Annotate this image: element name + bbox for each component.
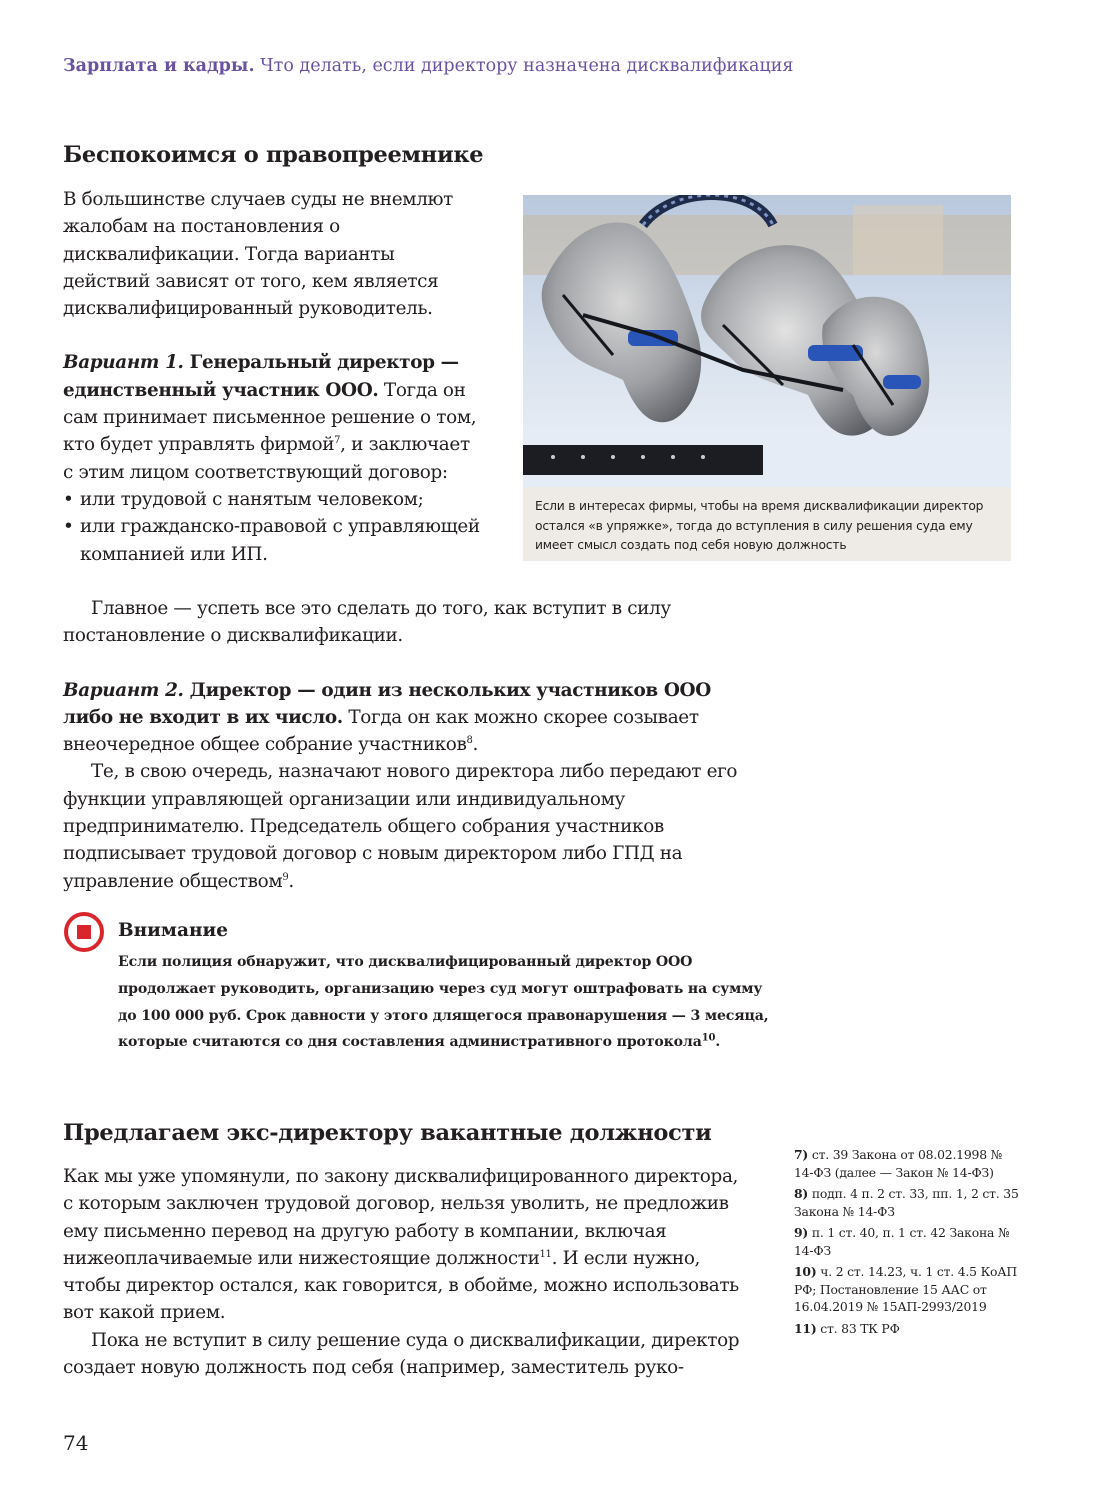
variant2-label: Вариант 2. bbox=[63, 679, 184, 701]
variant2-text-a: Тогда он как можно скорее созывает внеочередное общее собрание участников bbox=[63, 706, 699, 756]
section2-para1-b: . И если нужно, чтобы директор остался, как говорится, в обойме, можно использовать вот какой прием. bbox=[63, 1247, 739, 1324]
variant1-paragraph bbox=[63, 349, 483, 485]
list-item: • или трудовой с нанятым человеком; bbox=[63, 486, 483, 513]
photo-caption: Если в интересах фирмы, чтобы на время дисквалификации директор остался «в упряжке», тогда до вступления в силу решения суда ему имеет смысл создать под себя новую должность bbox=[535, 499, 984, 552]
header-title: Что делать, если директору назначена дисквалификация bbox=[260, 56, 794, 76]
intro-paragraph: В большинстве случаев суды не внемлют жалобам на постановления о дисквалификации. Тогда варианты действий зависят от того, кем является дисквалифицированный руководитель. bbox=[63, 189, 454, 320]
footnotes bbox=[794, 1146, 1024, 1341]
stop-icon bbox=[63, 911, 105, 953]
variant1-text-a: Тогда он сам принимает письменное решение о том, кто будет управлять фирмой bbox=[63, 379, 477, 456]
column-wide bbox=[63, 595, 742, 895]
section2-paragraph-2: Пока не вступит в силу решение суда о дисквалификации, директор создает новую должность под себя (например, заместитель руко- bbox=[63, 1329, 740, 1379]
main-paragraph: Главное — успеть все это сделать до того, как вступит в силу постановление о дисквалификации. bbox=[63, 598, 671, 647]
footnote-ref-7[interactable]: 7 bbox=[334, 435, 341, 447]
footnote-ref-11[interactable]: 11 bbox=[539, 1248, 552, 1260]
variant2-text-c: . bbox=[288, 870, 294, 892]
footnote-ref-8[interactable]: 8 bbox=[466, 735, 473, 747]
variant2-paragraph-2 bbox=[63, 758, 742, 894]
variant1-text-b: , и заключает с этим лицом соответствующий договор: bbox=[63, 434, 470, 483]
warning-text bbox=[118, 949, 778, 1056]
variant2-text-b: . bbox=[472, 734, 478, 756]
photo-figure bbox=[523, 195, 1011, 561]
section-heading-vacancies: Предлагаем экс-директору вакантные должности bbox=[63, 1120, 712, 1146]
footnote-item: 10) ч. 2 ст. 14.23, ч. 1 ст. 4.5 КоАП РФ; Постановление 15 ААС от 16.04.2019 № 15АП-2993/2019 bbox=[794, 1264, 1018, 1314]
horses-photo bbox=[523, 195, 1011, 487]
footnote-ref-9[interactable]: 9 bbox=[282, 871, 289, 883]
footnote-item: 11) ст. 83 ТК РФ bbox=[794, 1320, 900, 1336]
section2-para1-a: Как мы уже упомянули, по закону дисквалифицированного директора, с которым заключен трудовой договор, нельзя уволить, не предложив ему письменно перевод на другую работу в компании, включая нижеоплачиваемые или нижестоящие должности bbox=[63, 1166, 739, 1269]
variant1-bold: Генеральный директор — единственный участник ООО. bbox=[63, 352, 459, 401]
footnote-ref-10[interactable]: 10 bbox=[701, 1032, 716, 1044]
warning-body: Если полиция обнаружит, что дисквалифицированный директор ООО продолжает руководить, организацию через суд могут оштрафовать на сумму до 100 000 руб. Срок давности у этого длящегося правонарушения — 3 месяца, которые считаются со дня составления административного протокола bbox=[118, 954, 769, 1051]
footnote-item: 9) п. 1 ст. 40, п. 1 ст. 42 Закона № 14-ФЗ bbox=[794, 1225, 1010, 1258]
column-narrow bbox=[63, 186, 483, 568]
header-section: Зарплата и кадры. bbox=[63, 56, 255, 76]
warning-end: . bbox=[715, 1034, 721, 1051]
warning-title: Внимание bbox=[118, 920, 228, 941]
footnote-item: 7) ст. 39 Закона от 08.02.1998 № 14-ФЗ (далее — Закон № 14-ФЗ) bbox=[794, 1147, 1003, 1180]
section2-paragraph-1 bbox=[63, 1163, 742, 1327]
variant1-label: Вариант 1. bbox=[63, 352, 184, 374]
section2-body bbox=[63, 1163, 742, 1381]
variant2-paragraph bbox=[63, 677, 742, 759]
footnote-item: 8) подп. 4 п. 2 ст. 33, пп. 1, 2 ст. 35 Закона № 14-ФЗ bbox=[794, 1186, 1019, 1219]
variant2-para2: Те, в свою очередь, назначают нового директора либо передают его функции управляющей организации или индивидуальному предпринимателю. Председатель общего собрания участников подписывает трудовой договор с новым директором либо ГПД на управление обществом bbox=[63, 761, 738, 892]
running-header bbox=[63, 56, 793, 76]
page-number: 74 bbox=[63, 1431, 89, 1455]
list-item: • или гражданско-правовой с управляющей компанией или ИП. bbox=[63, 513, 483, 568]
section-heading-successor: Беспокоимся о правопреемнике bbox=[63, 142, 484, 168]
variant2-bold: Директор — один из нескольких участников ООО либо не входит в их число. bbox=[63, 679, 711, 728]
